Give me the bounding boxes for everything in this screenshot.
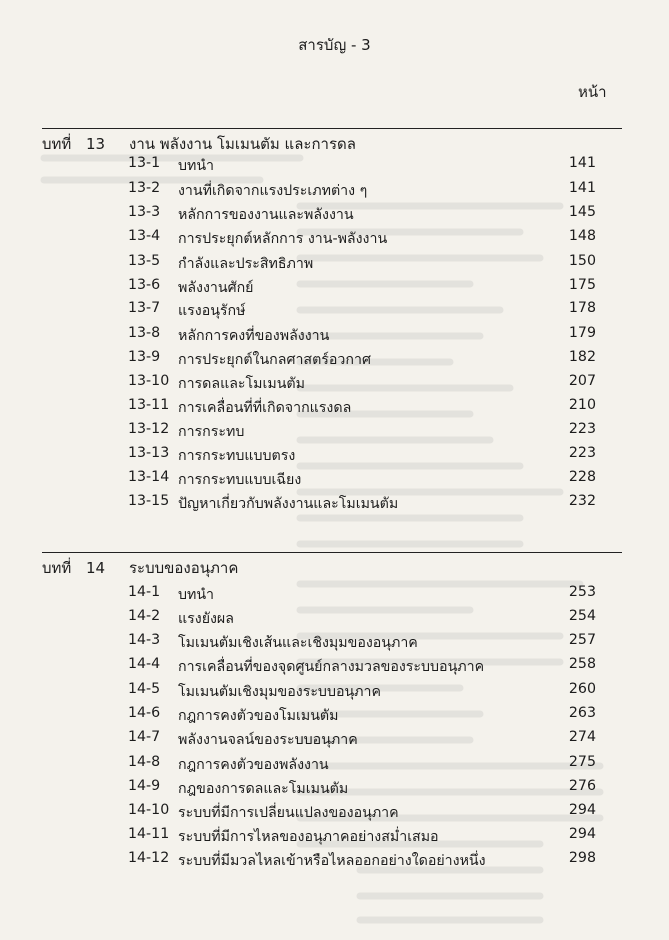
page-number: 294 bbox=[568, 826, 596, 842]
chapter-divider bbox=[42, 552, 622, 553]
section-title: การประยุกต์ในกลศาสตร์อวกาศ bbox=[178, 352, 371, 368]
section-number: 13-8 bbox=[128, 325, 161, 341]
toc-entry[interactable] bbox=[128, 469, 596, 493]
section-number: 13-10 bbox=[128, 373, 170, 389]
section-number: 13-6 bbox=[128, 277, 161, 293]
page-number: 228 bbox=[568, 469, 596, 485]
section-number: 14-6 bbox=[128, 705, 161, 721]
section-number: 14-4 bbox=[128, 656, 161, 672]
section-title: หลักการคงที่ของพลังงาน bbox=[178, 328, 330, 344]
page-number: 141 bbox=[568, 180, 596, 196]
page-number: 178 bbox=[568, 300, 596, 316]
section-number: 14-7 bbox=[128, 729, 161, 745]
section-number: 14-12 bbox=[128, 850, 170, 866]
section-title: การกระทบแบบตรง bbox=[178, 448, 296, 464]
chapter-number: 13 bbox=[86, 135, 106, 153]
toc-entry[interactable] bbox=[128, 445, 596, 469]
toc-entry[interactable] bbox=[128, 373, 596, 397]
section-title: พลังงานจลน์ของระบบอนุภาค bbox=[178, 732, 358, 748]
page-number: 275 bbox=[568, 754, 596, 770]
page-number: 210 bbox=[568, 397, 596, 413]
toc-entry[interactable] bbox=[128, 729, 596, 753]
toc-entry[interactable] bbox=[128, 421, 596, 445]
toc-entry[interactable] bbox=[128, 155, 596, 179]
section-number: 13-2 bbox=[128, 180, 161, 196]
chapter-label: บทที่ bbox=[42, 559, 72, 577]
section-title: กฎการคงตัวของโมเมนตัม bbox=[178, 708, 339, 724]
page-number: 294 bbox=[568, 802, 596, 818]
section-number: 13-5 bbox=[128, 253, 161, 269]
section-title: บทนำ bbox=[178, 158, 215, 174]
toc-entry[interactable] bbox=[128, 180, 596, 204]
toc-entry[interactable] bbox=[128, 632, 596, 656]
page-number: 141 bbox=[568, 155, 596, 171]
toc-entry[interactable] bbox=[128, 802, 596, 826]
page-number: 254 bbox=[568, 608, 596, 624]
page-number: 257 bbox=[568, 632, 596, 648]
toc-entry[interactable] bbox=[128, 656, 596, 680]
page-number: 182 bbox=[568, 349, 596, 365]
section-title: หลักการของงานและพลังงาน bbox=[178, 207, 354, 223]
toc-entry[interactable] bbox=[128, 826, 596, 850]
section-number: 13-3 bbox=[128, 204, 161, 220]
section-title: บทนำ bbox=[178, 587, 215, 603]
section-title: กฎของการดลและโมเมนตัม bbox=[178, 781, 349, 797]
section-number: 13-9 bbox=[128, 349, 161, 365]
section-title: โมเมนตัมเชิงเส้นและเชิงมุมของอนุภาค bbox=[178, 635, 418, 651]
chapter-heading bbox=[42, 132, 356, 156]
section-number: 13-13 bbox=[128, 445, 170, 461]
chapter-heading bbox=[42, 556, 238, 580]
section-title: การกระทบแบบเฉียง bbox=[178, 472, 302, 488]
toc-entry[interactable] bbox=[128, 253, 596, 277]
section-title: การเคลื่อนที่ของจุดศูนย์กลางมวลของระบบอนุภาค bbox=[178, 659, 485, 675]
section-number: 13-7 bbox=[128, 300, 161, 316]
page-number: 179 bbox=[568, 325, 596, 341]
page-number: 260 bbox=[568, 681, 596, 697]
page-number: 145 bbox=[568, 204, 596, 220]
section-number: 14-9 bbox=[128, 778, 161, 794]
section-number: 14-1 bbox=[128, 584, 161, 600]
section-title: ปัญหาเกี่ยวกับพลังงานและโมเมนตัม bbox=[178, 496, 399, 512]
toc-entry[interactable] bbox=[128, 300, 596, 324]
chapter-divider bbox=[42, 128, 622, 129]
page-number: 276 bbox=[568, 778, 596, 794]
page-number: 175 bbox=[568, 277, 596, 293]
toc-entry[interactable] bbox=[128, 325, 596, 349]
toc-entry[interactable] bbox=[128, 705, 596, 729]
toc-entry[interactable] bbox=[128, 397, 596, 421]
toc-entry[interactable] bbox=[128, 778, 596, 802]
section-number: 14-3 bbox=[128, 632, 161, 648]
section-number: 14-11 bbox=[128, 826, 170, 842]
page-number: 148 bbox=[568, 228, 596, 244]
section-number: 14-5 bbox=[128, 681, 161, 697]
section-title: ระบบที่มีมวลไหลเข้าหรือไหลออกอย่างใดอย่างหนึ่ง bbox=[178, 853, 486, 869]
page-column-label: หน้า bbox=[578, 83, 607, 101]
section-title: การเคลื่อนที่ที่เกิดจากแรงดล bbox=[178, 400, 352, 416]
page-number: 274 bbox=[568, 729, 596, 745]
section-title: กฎการคงตัวของพลังงาน bbox=[178, 757, 329, 773]
section-title: พลังงานศักย์ bbox=[178, 280, 254, 296]
toc-entry[interactable] bbox=[128, 228, 596, 252]
toc-entry[interactable] bbox=[128, 204, 596, 228]
page-number: 258 bbox=[568, 656, 596, 672]
section-number: 14-2 bbox=[128, 608, 161, 624]
section-title: แรงยังผล bbox=[178, 611, 234, 627]
chapter-title: ระบบของอนุภาค bbox=[129, 559, 239, 577]
section-title: โมเมนตัมเชิงมุมของระบบอนุภาค bbox=[178, 684, 381, 700]
toc-entry[interactable] bbox=[128, 349, 596, 373]
toc-entry[interactable] bbox=[128, 681, 596, 705]
section-number: 13-1 bbox=[128, 155, 161, 171]
toc-entry[interactable] bbox=[128, 584, 596, 608]
section-number: 14-8 bbox=[128, 754, 161, 770]
chapter-number: 14 bbox=[86, 559, 106, 577]
page-number: 298 bbox=[568, 850, 596, 866]
chapter-label: บทที่ bbox=[42, 135, 72, 153]
toc-entry[interactable] bbox=[128, 850, 596, 874]
toc-entry[interactable] bbox=[128, 277, 596, 301]
page-number: 223 bbox=[568, 445, 596, 461]
section-title: ระบบที่มีการไหลของอนุภาคอย่างสม่ำเสมอ bbox=[178, 829, 439, 845]
section-number: 13-12 bbox=[128, 421, 170, 437]
page-number: 263 bbox=[568, 705, 596, 721]
section-title: แรงอนุรักษ์ bbox=[178, 303, 246, 319]
section-title: กำลังและประสิทธิภาพ bbox=[178, 256, 314, 272]
toc-page-title: สารบัญ - 3 bbox=[298, 36, 371, 54]
section-title: ระบบที่มีการเปลี่ยนแปลงของอนุภาค bbox=[178, 805, 399, 821]
section-title: การดลและโมเมนตัม bbox=[178, 376, 305, 392]
section-number: 13-4 bbox=[128, 228, 161, 244]
chapter-title: งาน พลังงาน โมเมนตัม และการดล bbox=[129, 135, 356, 153]
toc-entry[interactable] bbox=[128, 493, 596, 517]
section-title: การประยุกต์หลักการ งาน-พลังงาน bbox=[178, 231, 388, 247]
toc-entry[interactable] bbox=[128, 608, 596, 632]
section-number: 13-14 bbox=[128, 469, 170, 485]
section-title: การกระทบ bbox=[178, 424, 245, 440]
page-number: 253 bbox=[568, 584, 596, 600]
page-number: 150 bbox=[568, 253, 596, 269]
section-number: 13-11 bbox=[128, 397, 170, 413]
section-number: 13-15 bbox=[128, 493, 170, 509]
section-number: 14-10 bbox=[128, 802, 170, 818]
page-number: 232 bbox=[568, 493, 596, 509]
section-title: งานที่เกิดจากแรงประเภทต่าง ๆ bbox=[178, 183, 368, 199]
page-number: 207 bbox=[568, 373, 596, 389]
toc-entry[interactable] bbox=[128, 754, 596, 778]
page-number: 223 bbox=[568, 421, 596, 437]
